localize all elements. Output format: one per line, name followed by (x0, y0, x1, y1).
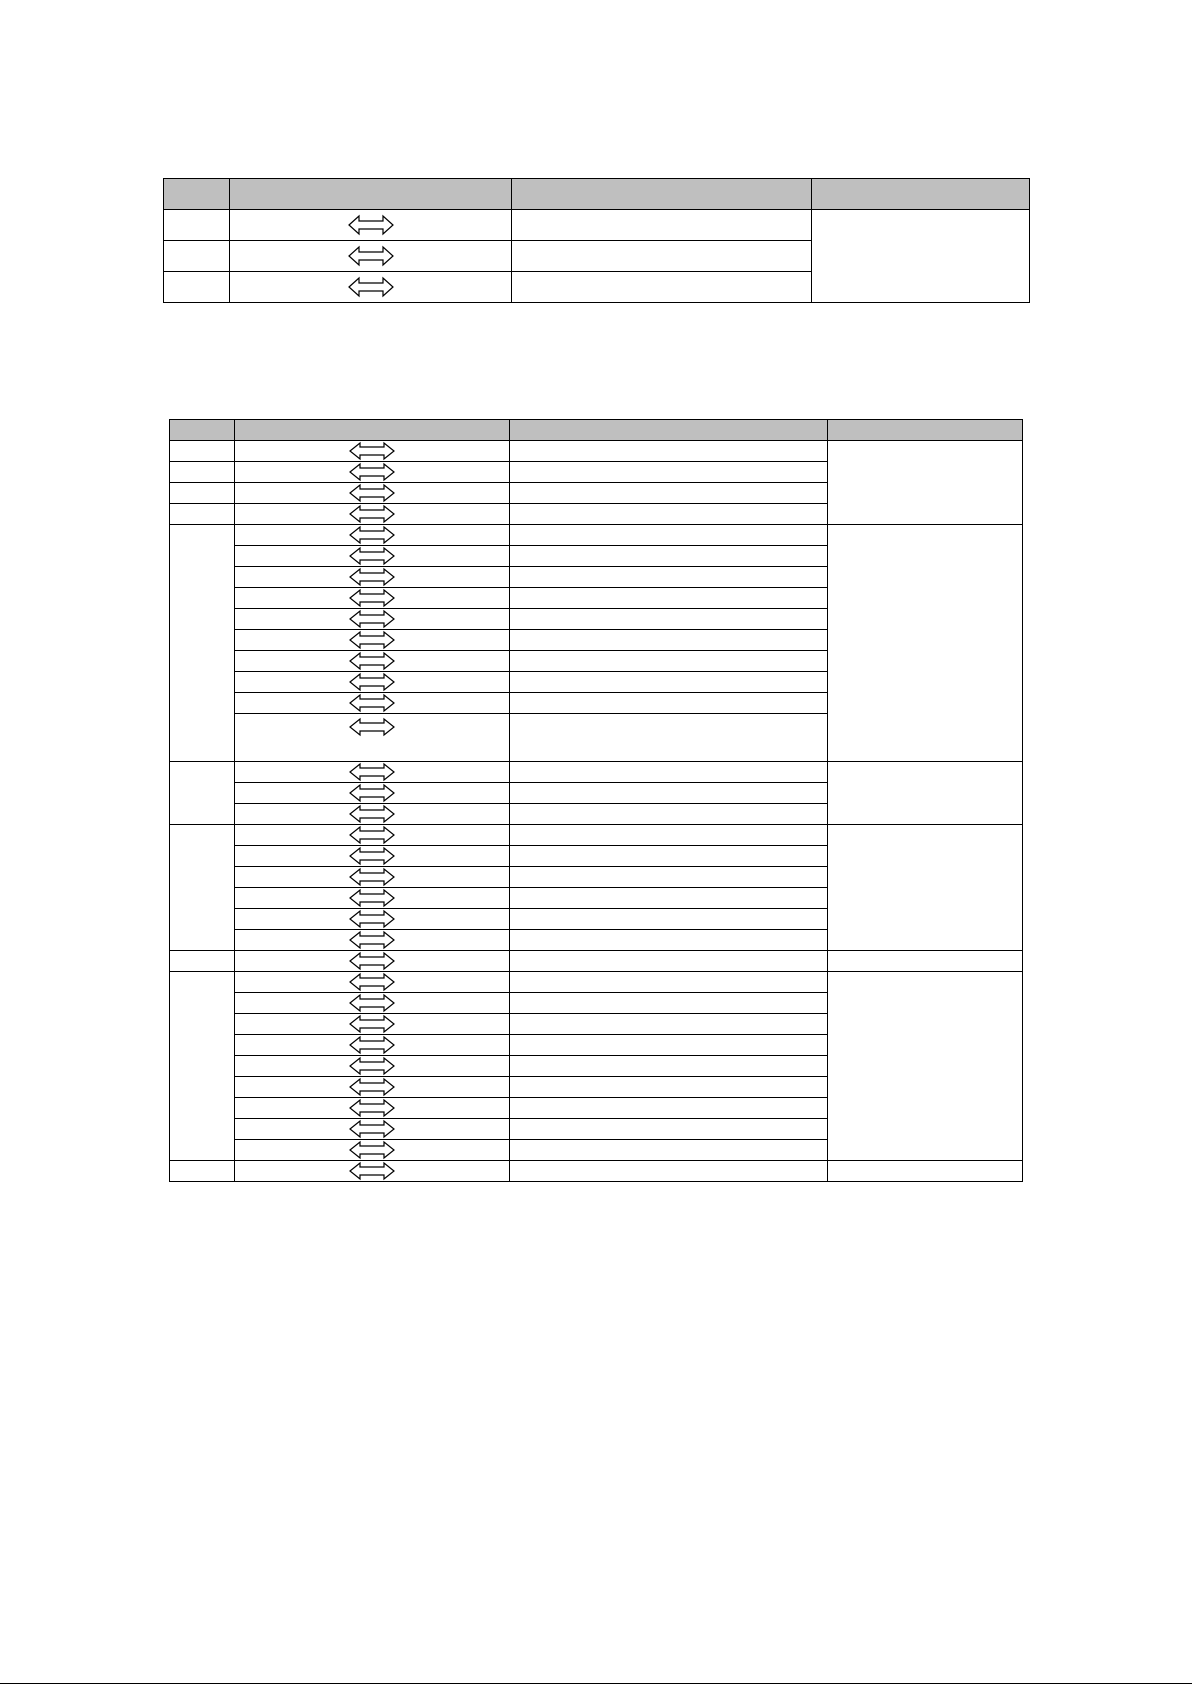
mapping-cell (235, 1014, 510, 1035)
table-row (170, 525, 1023, 546)
id-cell (170, 504, 235, 525)
description-cell (510, 825, 828, 846)
mapping-cell (235, 651, 510, 672)
description-cell (510, 651, 828, 672)
description-cell (510, 672, 828, 693)
description-cell (510, 546, 828, 567)
mapping-cell (235, 888, 510, 909)
description-cell (510, 804, 828, 825)
double-arrow-icon (349, 1098, 395, 1118)
table-row (164, 210, 1030, 241)
double-arrow-icon (349, 693, 395, 713)
mapping-cell (235, 1140, 510, 1161)
group-cell (828, 951, 1023, 972)
description-cell (510, 867, 828, 888)
group-cell (828, 1161, 1023, 1182)
mapping-cell (230, 241, 512, 272)
id-cell (164, 241, 230, 272)
description-cell (510, 762, 828, 783)
double-arrow-icon (349, 672, 395, 692)
mapping-table-2 (169, 419, 1023, 1182)
table-row (170, 762, 1023, 783)
column-header (170, 420, 235, 441)
double-arrow-icon (349, 888, 395, 908)
description-cell (510, 1140, 828, 1161)
double-arrow-icon (349, 588, 395, 608)
column-header (164, 179, 230, 210)
mapping-cell (235, 846, 510, 867)
description-cell (510, 1119, 828, 1140)
double-arrow-icon (349, 651, 395, 671)
double-arrow-icon (349, 972, 395, 992)
group-cell (828, 825, 1023, 951)
mapping-table-1 (163, 178, 1030, 303)
mapping-cell (235, 672, 510, 693)
description-cell (510, 930, 828, 951)
id-cell (170, 972, 235, 1161)
double-arrow-icon (349, 441, 395, 461)
column-header (230, 179, 512, 210)
double-arrow-icon (349, 1014, 395, 1034)
description-cell (510, 525, 828, 546)
mapping-cell (235, 972, 510, 993)
mapping-cell (235, 567, 510, 588)
double-arrow-icon (349, 609, 395, 629)
double-arrow-icon (349, 462, 395, 482)
description-cell (510, 567, 828, 588)
id-cell (170, 951, 235, 972)
id-cell (164, 210, 230, 241)
mapping-cell (235, 504, 510, 525)
id-cell (170, 825, 235, 951)
mapping-cell (235, 783, 510, 804)
double-arrow-icon (349, 825, 395, 845)
table-header-row (164, 179, 1030, 210)
double-arrow-icon (349, 504, 395, 524)
mapping-cell (235, 462, 510, 483)
double-arrow-icon (349, 804, 395, 824)
mapping-cell (235, 867, 510, 888)
group-cell (828, 525, 1023, 762)
double-arrow-icon (348, 245, 394, 267)
mapping-cell (235, 483, 510, 504)
column-header (812, 179, 1030, 210)
mapping-cell (235, 1056, 510, 1077)
description-cell (510, 1077, 828, 1098)
double-arrow-icon (349, 930, 395, 950)
description-cell (510, 693, 828, 714)
description-cell (510, 630, 828, 651)
double-arrow-icon (349, 1035, 395, 1055)
page-bottom-rule (0, 1683, 1192, 1684)
double-arrow-icon (348, 276, 394, 298)
double-arrow-icon (349, 783, 395, 803)
double-arrow-icon (349, 567, 395, 587)
mapping-cell (235, 588, 510, 609)
double-arrow-icon (349, 1056, 395, 1076)
id-cell (170, 462, 235, 483)
double-arrow-icon (349, 1119, 395, 1139)
description-cell (510, 483, 828, 504)
mapping-cell (230, 272, 512, 303)
column-header (510, 420, 828, 441)
double-arrow-icon (349, 717, 395, 737)
table-row (170, 441, 1023, 462)
mapping-cell (235, 525, 510, 546)
description-cell (510, 783, 828, 804)
column-header (512, 179, 812, 210)
description-cell (510, 609, 828, 630)
description-cell (510, 909, 828, 930)
mapping-cell (235, 993, 510, 1014)
double-arrow-icon (349, 951, 395, 971)
id-cell (170, 1161, 235, 1182)
column-header (828, 420, 1023, 441)
mapping-cell (235, 714, 510, 762)
description-cell (510, 504, 828, 525)
description-cell (510, 846, 828, 867)
double-arrow-icon (349, 546, 395, 566)
id-cell (164, 272, 230, 303)
description-cell (510, 1161, 828, 1182)
description-cell (510, 1098, 828, 1119)
description-cell (510, 993, 828, 1014)
mapping-cell (230, 210, 512, 241)
group-cell (828, 441, 1023, 525)
table-row (170, 972, 1023, 993)
table-row (170, 951, 1023, 972)
description-cell (510, 1035, 828, 1056)
description-cell (510, 714, 828, 762)
group-cell (828, 972, 1023, 1161)
description-cell (510, 951, 828, 972)
mapping-cell (235, 609, 510, 630)
double-arrow-icon (349, 525, 395, 545)
mapping-cell (235, 1119, 510, 1140)
description-cell (510, 1014, 828, 1035)
double-arrow-icon (349, 1140, 395, 1160)
table-header-row (170, 420, 1023, 441)
table-row (170, 825, 1023, 846)
mapping-cell (235, 693, 510, 714)
mapping-cell (235, 546, 510, 567)
mapping-cell (235, 909, 510, 930)
description-cell (510, 972, 828, 993)
id-cell (170, 762, 235, 825)
group-cell (812, 210, 1030, 303)
id-cell (170, 483, 235, 504)
description-cell (512, 210, 812, 241)
description-cell (510, 441, 828, 462)
id-cell (170, 441, 235, 462)
description-cell (510, 888, 828, 909)
double-arrow-icon (349, 1161, 395, 1181)
double-arrow-icon (349, 993, 395, 1013)
double-arrow-icon (349, 909, 395, 929)
mapping-cell (235, 762, 510, 783)
double-arrow-icon (349, 762, 395, 782)
mapping-cell (235, 1161, 510, 1182)
description-cell (510, 588, 828, 609)
column-header (235, 420, 510, 441)
description-cell (512, 241, 812, 272)
double-arrow-icon (349, 846, 395, 866)
mapping-cell (235, 630, 510, 651)
mapping-cell (235, 930, 510, 951)
table-row (170, 1161, 1023, 1182)
description-cell (510, 462, 828, 483)
mapping-cell (235, 1035, 510, 1056)
id-cell (170, 525, 235, 762)
mapping-cell (235, 951, 510, 972)
double-arrow-icon (349, 630, 395, 650)
double-arrow-icon (348, 214, 394, 236)
double-arrow-icon (349, 483, 395, 503)
mapping-cell (235, 441, 510, 462)
mapping-cell (235, 804, 510, 825)
mapping-cell (235, 1077, 510, 1098)
mapping-cell (235, 825, 510, 846)
description-cell (512, 272, 812, 303)
mapping-cell (235, 1098, 510, 1119)
double-arrow-icon (349, 867, 395, 887)
double-arrow-icon (349, 1077, 395, 1097)
description-cell (510, 1056, 828, 1077)
group-cell (828, 762, 1023, 825)
